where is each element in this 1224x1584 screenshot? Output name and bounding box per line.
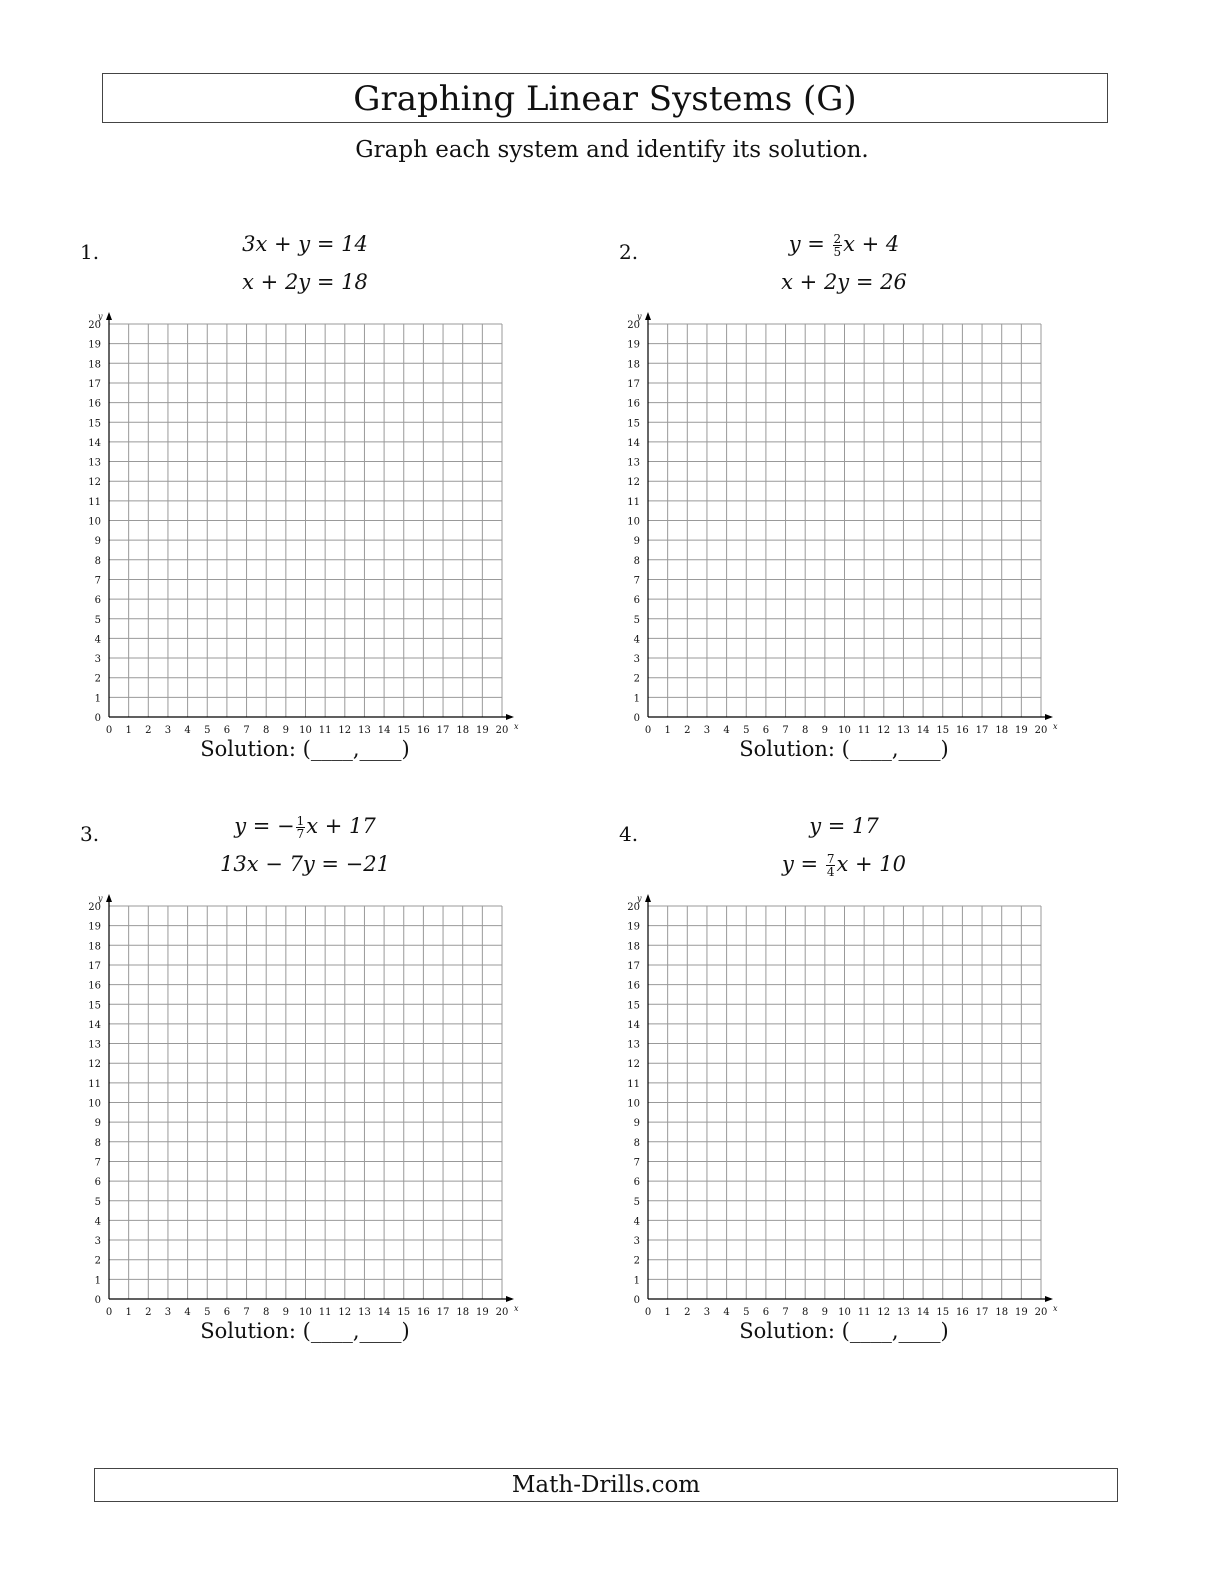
x-tick-label: 1 [664, 725, 671, 736]
x-tick-label: 10 [299, 1307, 312, 1318]
y-tick-label: 13 [627, 1039, 640, 1051]
coordinate-grid[interactable] [619, 300, 1059, 740]
x-tick-label: 7 [782, 1307, 789, 1318]
y-tick-label: 19 [627, 921, 640, 933]
y-tick-label: 0 [94, 713, 101, 724]
x-tick-label: 3 [164, 725, 172, 736]
y-tick-label: 11 [627, 1078, 640, 1090]
coordinate-grid[interactable] [80, 300, 520, 740]
y-tick-label: 18 [627, 359, 640, 371]
x-tick-label: 5 [743, 1307, 750, 1318]
y-tick-label: 9 [94, 1118, 101, 1130]
x-tick-label: 1 [125, 725, 132, 736]
solution-blank[interactable]: (____,____) [841, 1319, 949, 1343]
y-tick-label: 6 [633, 595, 640, 607]
x-tick-label: 4 [184, 1307, 191, 1318]
x-tick-label: 12 [338, 725, 352, 736]
y-tick-label: 16 [627, 980, 640, 992]
y-tick-label: 0 [94, 1295, 101, 1306]
problem-number: 3. [80, 822, 100, 846]
fraction-denominator: 7 [296, 827, 305, 841]
x-tick-label: 10 [838, 1307, 851, 1318]
x-tick-label: 1 [664, 1307, 671, 1318]
solution-label: Solution: [739, 737, 835, 761]
equation-1 [170, 232, 440, 256]
equation-2 [170, 270, 440, 294]
equation-lhs: y = 17 [809, 814, 879, 838]
x-tick-label: 0 [105, 725, 113, 736]
y-tick-label: 8 [94, 1137, 101, 1149]
x-tick-label: 18 [995, 725, 1009, 736]
x-tick-label: 7 [243, 1307, 250, 1318]
solution-line [709, 737, 979, 761]
y-axis-arrow-icon [645, 312, 651, 320]
worksheet-title: Graphing Linear Systems (G) [353, 79, 857, 119]
y-tick-label: 3 [633, 1236, 640, 1248]
equation-1 [709, 232, 979, 258]
x-tick-label: 19 [475, 725, 489, 736]
y-tick-label: 12 [627, 477, 640, 489]
y-tick-label: 3 [633, 654, 640, 666]
equation-lhs: y = [788, 232, 832, 256]
equation-rhs: x + 10 [836, 852, 906, 876]
y-axis-arrow-icon [106, 312, 112, 320]
x-tick-label: 8 [263, 1307, 270, 1318]
y-tick-label: 3 [94, 1236, 101, 1248]
x-tick-label: 16 [956, 1307, 969, 1318]
y-tick-label: 2 [94, 1255, 101, 1267]
x-tick-label: 14 [916, 725, 930, 736]
x-tick-label: 12 [877, 1307, 891, 1318]
problem-2 [619, 232, 1159, 792]
x-axis-label: x [514, 1304, 519, 1313]
solution-label: Solution: [200, 737, 296, 761]
x-tick-label: 14 [916, 1307, 930, 1318]
y-axis-label: y [637, 312, 642, 321]
y-tick-label: 17 [627, 960, 640, 972]
y-tick-label: 5 [94, 1196, 101, 1208]
x-tick-label: 13 [358, 1307, 371, 1318]
x-tick-label: 7 [782, 725, 789, 736]
x-axis-label: x [1053, 722, 1058, 731]
fraction [296, 815, 306, 840]
x-tick-label: 0 [644, 725, 652, 736]
y-tick-label: 16 [627, 398, 640, 410]
x-tick-label: 16 [417, 1307, 430, 1318]
x-tick-label: 12 [877, 725, 891, 736]
y-tick-label: 8 [94, 555, 101, 567]
x-tick-label: 8 [802, 1307, 809, 1318]
y-tick-label: 12 [627, 1059, 640, 1071]
x-tick-label: 2 [145, 1307, 152, 1318]
fraction-denominator: 4 [826, 865, 835, 879]
y-tick-label: 0 [633, 713, 640, 724]
instructions: Graph each system and identify its solution. [355, 137, 869, 163]
y-tick-label: 12 [88, 477, 101, 489]
y-tick-label: 8 [633, 555, 640, 567]
y-axis-label: y [98, 894, 103, 903]
y-tick-label: 11 [88, 1078, 101, 1090]
equation-lhs: y = − [234, 814, 295, 838]
x-tick-label: 0 [644, 1307, 652, 1318]
x-tick-label: 17 [436, 1307, 450, 1318]
y-tick-label: 12 [88, 1059, 101, 1071]
y-tick-label: 20 [88, 320, 101, 331]
y-tick-label: 7 [633, 575, 640, 587]
x-tick-label: 3 [164, 1307, 172, 1318]
x-tick-label: 0 [105, 1307, 113, 1318]
equation-lhs: 3x + y = 14 [242, 232, 368, 256]
y-tick-label: 8 [633, 1137, 640, 1149]
y-tick-label: 15 [88, 418, 101, 430]
y-tick-label: 5 [633, 1196, 640, 1208]
x-tick-label: 9 [821, 1307, 829, 1318]
title-box [102, 73, 1108, 123]
x-axis-arrow-icon [506, 1296, 514, 1302]
x-tick-label: 8 [263, 725, 270, 736]
y-tick-label: 14 [627, 1019, 640, 1031]
solution-blank[interactable]: (____,____) [841, 737, 949, 761]
y-axis-label: y [98, 312, 103, 321]
y-tick-label: 10 [88, 516, 101, 528]
x-tick-label: 2 [684, 725, 691, 736]
y-tick-label: 17 [627, 378, 640, 390]
equation-1 [709, 814, 979, 838]
y-tick-label: 4 [94, 634, 101, 646]
x-tick-label: 20 [1034, 1307, 1048, 1318]
coordinate-grid[interactable] [80, 882, 520, 1322]
x-tick-label: 13 [897, 725, 910, 736]
y-tick-label: 4 [633, 634, 640, 646]
x-axis-label: x [1053, 1304, 1058, 1313]
y-tick-label: 2 [633, 1255, 640, 1267]
x-tick-label: 5 [204, 1307, 211, 1318]
y-tick-label: 11 [627, 496, 640, 508]
x-tick-label: 15 [936, 725, 950, 736]
y-tick-label: 6 [633, 1177, 640, 1189]
footer-site: Math-Drills.com [511, 1472, 701, 1498]
x-tick-label: 12 [338, 1307, 352, 1318]
y-tick-label: 15 [627, 1000, 640, 1012]
y-tick-label: 10 [627, 516, 640, 528]
y-tick-label: 13 [88, 457, 101, 469]
x-tick-label: 10 [299, 725, 312, 736]
x-tick-label: 2 [684, 1307, 691, 1318]
x-tick-label: 19 [475, 1307, 489, 1318]
y-tick-label: 20 [627, 902, 640, 913]
y-tick-label: 10 [88, 1098, 101, 1110]
x-tick-label: 4 [184, 725, 191, 736]
y-tick-label: 19 [88, 339, 101, 351]
x-tick-label: 15 [397, 725, 411, 736]
y-tick-label: 16 [88, 398, 101, 410]
y-tick-label: 15 [88, 1000, 101, 1012]
y-tick-label: 19 [88, 921, 101, 933]
solution-label: Solution: [739, 1319, 835, 1343]
x-tick-label: 20 [495, 725, 509, 736]
fraction-numerator: 2 [833, 232, 842, 246]
y-tick-label: 18 [627, 941, 640, 953]
x-tick-label: 9 [821, 725, 829, 736]
coordinate-grid[interactable] [619, 882, 1059, 1322]
x-tick-label: 8 [802, 725, 809, 736]
x-tick-label: 18 [456, 1307, 470, 1318]
equation-2 [709, 852, 979, 878]
y-tick-label: 9 [94, 536, 101, 548]
x-tick-label: 11 [857, 1307, 871, 1318]
x-tick-label: 13 [358, 725, 371, 736]
x-tick-label: 6 [223, 1307, 231, 1318]
x-tick-label: 6 [762, 725, 770, 736]
x-tick-label: 10 [838, 725, 851, 736]
y-tick-label: 13 [627, 457, 640, 469]
x-tick-label: 6 [762, 1307, 770, 1318]
fraction-numerator: 7 [826, 852, 835, 866]
y-tick-label: 7 [633, 1157, 640, 1169]
y-tick-label: 7 [94, 1157, 101, 1169]
x-tick-label: 15 [397, 1307, 411, 1318]
x-tick-label: 14 [377, 725, 391, 736]
solution-blank[interactable]: (____,____) [302, 1319, 410, 1343]
x-tick-label: 15 [936, 1307, 950, 1318]
x-axis-arrow-icon [506, 714, 514, 720]
x-tick-label: 19 [1014, 725, 1028, 736]
solution-blank[interactable]: (____,____) [302, 737, 410, 761]
y-tick-label: 4 [94, 1216, 101, 1228]
y-tick-label: 6 [94, 595, 101, 607]
y-tick-label: 20 [627, 320, 640, 331]
equation-2 [709, 270, 979, 294]
y-tick-label: 7 [94, 575, 101, 587]
y-axis-arrow-icon [106, 894, 112, 902]
y-axis-arrow-icon [645, 894, 651, 902]
y-tick-label: 14 [627, 437, 640, 449]
y-tick-label: 10 [627, 1098, 640, 1110]
x-tick-label: 18 [995, 1307, 1009, 1318]
equation-2 [170, 852, 440, 876]
problem-number: 4. [619, 822, 639, 846]
x-tick-label: 6 [223, 725, 231, 736]
x-axis-arrow-icon [1045, 1296, 1053, 1302]
y-tick-label: 17 [88, 960, 101, 972]
x-tick-label: 3 [703, 725, 711, 736]
fraction-numerator: 1 [296, 814, 305, 828]
footer-box [94, 1468, 1118, 1502]
problem-3 [80, 814, 620, 1374]
y-tick-label: 2 [94, 673, 101, 685]
fraction [826, 853, 836, 878]
problem-number: 1. [80, 240, 100, 264]
x-tick-label: 1 [125, 1307, 132, 1318]
y-tick-label: 2 [633, 673, 640, 685]
solution-line [709, 1319, 979, 1343]
x-tick-label: 14 [377, 1307, 391, 1318]
equation-lhs: x + 2y = 26 [781, 270, 907, 294]
fraction [833, 233, 843, 258]
y-tick-label: 16 [88, 980, 101, 992]
x-tick-label: 9 [282, 1307, 290, 1318]
x-tick-label: 5 [743, 725, 750, 736]
y-axis-label: y [637, 894, 642, 903]
y-tick-label: 14 [88, 437, 101, 449]
equation-rhs: x + 17 [306, 814, 376, 838]
y-tick-label: 15 [627, 418, 640, 430]
x-tick-label: 16 [417, 725, 430, 736]
solution-line [170, 1319, 440, 1343]
y-tick-label: 9 [633, 536, 640, 548]
y-tick-label: 18 [88, 941, 101, 953]
y-tick-label: 1 [94, 693, 101, 705]
y-tick-label: 20 [88, 902, 101, 913]
equation-lhs: y = [782, 852, 825, 876]
equation-lhs: 13x − 7y = −21 [220, 852, 390, 876]
x-tick-label: 11 [318, 725, 332, 736]
x-tick-label: 2 [145, 725, 152, 736]
solution-line [170, 737, 440, 761]
y-tick-label: 1 [633, 693, 640, 705]
x-tick-label: 17 [975, 725, 989, 736]
x-tick-label: 3 [703, 1307, 711, 1318]
y-tick-label: 13 [88, 1039, 101, 1051]
x-tick-label: 7 [243, 725, 250, 736]
x-tick-label: 17 [975, 1307, 989, 1318]
x-tick-label: 9 [282, 725, 290, 736]
x-tick-label: 5 [204, 725, 211, 736]
x-tick-label: 18 [456, 725, 470, 736]
problem-4 [619, 814, 1159, 1374]
x-tick-label: 20 [495, 1307, 509, 1318]
y-tick-label: 9 [633, 1118, 640, 1130]
y-tick-label: 0 [633, 1295, 640, 1306]
x-tick-label: 17 [436, 725, 450, 736]
y-tick-label: 14 [88, 1019, 101, 1031]
y-tick-label: 17 [88, 378, 101, 390]
x-tick-label: 20 [1034, 725, 1048, 736]
x-axis-label: x [514, 722, 519, 731]
y-tick-label: 5 [633, 614, 640, 626]
problem-number: 2. [619, 240, 639, 264]
equation-1 [170, 814, 440, 840]
fraction-denominator: 5 [833, 245, 842, 259]
problem-1 [80, 232, 620, 792]
y-tick-label: 1 [633, 1275, 640, 1287]
y-tick-label: 18 [88, 359, 101, 371]
y-tick-label: 19 [627, 339, 640, 351]
y-tick-label: 6 [94, 1177, 101, 1189]
solution-label: Solution: [200, 1319, 296, 1343]
x-tick-label: 4 [723, 1307, 730, 1318]
x-tick-label: 16 [956, 725, 969, 736]
y-tick-label: 4 [633, 1216, 640, 1228]
x-tick-label: 4 [723, 725, 730, 736]
x-tick-label: 13 [897, 1307, 910, 1318]
equation-rhs: x + 4 [843, 232, 900, 256]
y-tick-label: 11 [88, 496, 101, 508]
x-tick-label: 11 [318, 1307, 332, 1318]
y-tick-label: 5 [94, 614, 101, 626]
y-tick-label: 1 [94, 1275, 101, 1287]
y-tick-label: 3 [94, 654, 101, 666]
equation-lhs: x + 2y = 18 [242, 270, 368, 294]
x-axis-arrow-icon [1045, 714, 1053, 720]
x-tick-label: 11 [857, 725, 871, 736]
x-tick-label: 19 [1014, 1307, 1028, 1318]
